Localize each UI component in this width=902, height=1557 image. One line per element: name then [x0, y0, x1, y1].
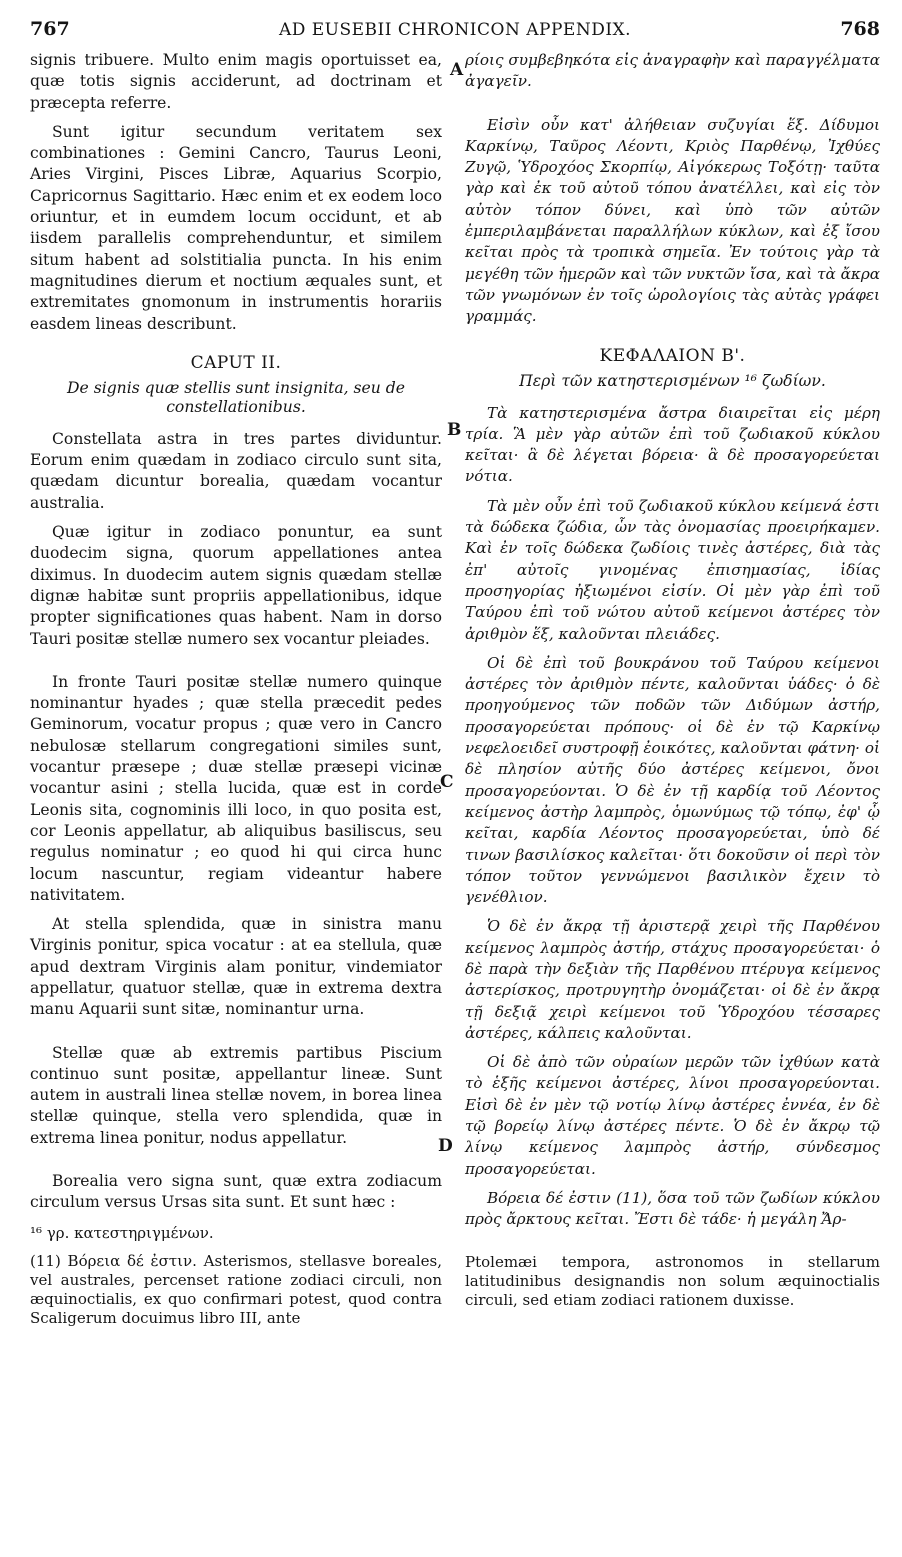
chapter-subheading-latin: De signis quæ stellis sunt insignita, seu de constellationibus.: [67, 378, 405, 416]
running-header: [30, 18, 880, 46]
commentary-note-left: (11) Βόρεια δέ ἐστιν. Asterismos, stellasve boreales, vel australes, percenset ratione zodiaci circuli, non æquinoctialis, ex quo confirmari potest, quod contra Scaligerum docuimus libro III, ante: [30, 1251, 442, 1327]
greek-paragraph: Εἰσὶν οὖν κατ' ἀλήθειαν συζυγίαι ἕξ. Δίδυμοι Καρκίνῳ, Ταῦρος Λέοντι, Κριὸς Παρθένῳ, Ἰχθύες Ζυγῷ, Ὑδροχόος Σκορπίῳ, Αἰγόκερως Τοξότῃ· ταῦτα γὰρ καὶ ἐκ τοῦ αὐτοῦ τόπου ἀνατέλλει, καὶ εἰς τὸν αὐτὸν τόπον δύνει, καὶ ὑπὸ τῶν αὐτῶν ἐμπεριλαμβάνεται παραλλήλων κύκλων, καὶ ἐξ ἴσου κεῖται πρὸς τὰ τροπικὰ σημεῖα. Ἐν τούτοις γὰρ τὰ μεγέθη τῶν ἡμερῶν καὶ τῶν νυκτῶν ἴσα, καὶ τὰ ἄκρα τῶν γνωμόνων ἐν τοῖς ὡρολογίοις τὰς αὐτὰς γράφει γραμμάς.: [465, 115, 880, 326]
margin-marker-d: D: [438, 1136, 453, 1156]
latin-paragraph: Stellæ quæ ab extremis partibus Piscium continuo sunt positæ, appellantur lineæ. Sunt autem in australi linea stellæ novem, in borea linea stellæ quinque, stella vero splendida, quæ in extrema linea ponitur, nodus appellatur.: [30, 1043, 442, 1147]
chapter-heading-greek: ΚΕΦΑΛΑΙΟΝ Β'.: [599, 345, 746, 366]
latin-paragraph: In fronte Tauri positæ stellæ numero quinque nominantur hyades ; quæ stella præcedit pedes Geminorum, vocatur propus ; quæ vero in Cancro nebulosæ stellarum congregationi similes sunt, vocantur præsepe ; duæ stellæ præsepi vicinæ vocantur asini ; stella lucida, quæ est in corde Leonis sita, cognominis illi loco, in quo posita est, cor Leonis appellatur, ab aliquibus basiliscus, seu regulus nominatur ; eo quod hi qui circa hunc locum nascuntur, regiam videantur habere nativitatem.: [30, 672, 442, 904]
running-title: AD EUSEBII CHRONICON APPENDIX.: [278, 20, 632, 40]
commentary-note-right: Ptolemæi tempora, astronomos in stellarum latitudinibus designandis non solum æquinoctialis circuli, sed etiam zodiaci rationem duxisse.: [465, 1252, 880, 1309]
greek-paragraph: Τὰ κατηστερισμένα ἄστρα διαιρεῖται εἰς μέρη τρία. Ἃ μὲν γὰρ αὐτῶν ἐπὶ τοῦ ζωδιακοῦ κύκλου κεῖται· ἃ δὲ λέγεται βόρεια· ἃ δὲ προσαγορεύεται νότια.: [465, 403, 880, 486]
margin-marker-a: A: [450, 60, 464, 80]
chapter-subheading-greek: Περὶ τῶν κατηστερισμένων ¹⁶ ζωδίων.: [519, 371, 826, 390]
latin-paragraph: At stella splendida, quæ in sinistra manu Virginis ponitur, spica vocatur : at ea stellula, quæ apud dextram Virginis alam ponitur, vindemiator appellatur, quatuor stellæ, quæ in extrema dextra manu Aquarii sunt sitæ, nominantur urna.: [30, 915, 442, 1019]
greek-paragraph: Οἱ δὲ ἐπὶ τοῦ βουκράνου τοῦ Ταύρου κείμενοι ἀστέρες τὸν ἀριθμὸν πέντε, καλοῦνται ὑάδες· ὁ δὲ προηγούμενος τῶν ποδῶν τῶν Διδύμων ἀστήρ, προσαγορεύεται πρόπους· οἱ δὲ ἐν τῷ Καρκίνῳ νεφελοειδεῖ συστροφῇ ἐοικότες, καλοῦνται φάτνη· οἱ δὲ πλησίον αὐτῆς δύο ἀστέρες κείμενοι, ὄνοι προσαγορεύονται. Ὁ δὲ ἐν τῇ καρδίᾳ τοῦ Λέοντος κείμενος ἀστὴρ λαμπρὸς, ὁμωνύμως τῷ τόπῳ, ἐφ' ᾧ κεῖται, καρδία Λέοντος προσαγορεύεται, ὑπὸ δέ τινων βασιλίσκος καλεῖται· ὅτι δοκοῦσιν οἱ περὶ τὸν τόπον τοῦτον γεννώμενοι βασιλικὸν ἔχειν τὸ γενέθλιον.: [465, 653, 880, 907]
latin-paragraph: Borealia vero signa sunt, quæ extra zodiacum circulum versus Ursas sita sunt. Et sunt hæc :: [30, 1172, 442, 1212]
greek-paragraph: Βόρεια δέ ἐστιν (11), ὅσα τοῦ τῶν ζωδίων κύκλου πρὸς ἄρκτους κεῖται. Ἔστι δὲ τάδε· ἡ μεγάλη Ἄρ-: [465, 1188, 880, 1229]
latin-paragraph: signis tribuere. Multo enim magis oportuisset ea, quæ totis signis acciderunt, ad doctrinam et præcepta referre.: [30, 51, 442, 112]
footnote: ¹⁶ γρ. κατεστηριγμένων.: [30, 1223, 214, 1242]
greek-paragraph: Ὁ δὲ ἐν ἄκρᾳ τῇ ἀριστερᾷ χειρὶ τῆς Παρθένου κείμενος λαμπρὸς ἀστήρ, στάχυς προσαγορεύεται· ὁ δὲ παρὰ τὴν δεξιὰν τῆς Παρθένου πτέρυγα κείμενος ἀστερίσκος, προτρυγητὴρ ὀνομάζεται· οἱ δὲ ἐν ἄκρᾳ τῇ δεξιᾷ χειρὶ κείμενοι τοῦ Ὑδροχόου τέσσαρες ἀστέρες, κάλπεις καλοῦνται.: [465, 917, 880, 1042]
latin-paragraph: Quæ igitur in zodiaco ponuntur, ea sunt duodecim signa, quorum appellationes antea diximus. In duodecim autem signis quædam stellæ dignæ habitæ sunt propriis appellationibus, idque propter significationes quas habent. Nam in dorso Tauri positæ stellæ numero sex vocantur pleiades.: [30, 523, 442, 648]
latin-paragraph: Constellata astra in tres partes dividuntur. Eorum enim quædam in zodiaco circulo sunt sita, quædam dicuntur borealia, quædam vocantur australia.: [30, 429, 442, 512]
margin-marker-b: B: [447, 420, 462, 440]
page-number-right: 768: [840, 18, 880, 40]
page-number-left: 767: [30, 18, 70, 40]
greek-paragraph: Τὰ μὲν οὖν ἐπὶ τοῦ ζωδιακοῦ κύκλου κείμενά ἐστι τὰ δώδεκα ζώδια, ὧν τὰς ὀνομασίας προειρήκαμεν. Καὶ ἐν τοῖς δώδεκα ζωδίοις τινὲς ἀστέρες, διὰ τὰς ἐπ' αὐτοῖς γινομένας ἐπισημασίας, ἰδίας προσηγορίας ἠξιωμένοι εἰσίν. Οἱ μὲν γὰρ ἐπὶ τοῦ Ταύρου ἐπὶ τοῦ νώτου αὐτοῦ κείμενοι ἀστέρες τὸν ἀριθμὸν ἕξ, καλοῦνται πλειάδες.: [465, 496, 880, 643]
greek-column: [465, 50, 880, 1310]
margin-marker-c: C: [440, 772, 454, 792]
latin-paragraph: Sunt igitur secundum veritatem sex combinationes : Gemini Cancro, Taurus Leoni, Aries Virgini, Pisces Libræ, Aquarius Scorpio, Capricornus Sagittario. Hæc enim et ex eodem loco oriuntur, et in eumdem locum occidunt, et ab iisdem parallelis comprehenduntur, et similem situm habent ad solstitialia puncta. In his enim magnitudines dierum et noctium æquales sunt, et extremitates gnomonum in instrumentis horariis easdem lineas describunt.: [30, 122, 442, 333]
chapter-heading-latin: CAPUT II.: [190, 352, 282, 373]
greek-paragraph: ρίοις συμβεβηκότα εἰς ἀναγραφὴν καὶ παραγγέλματα ἀγαγεῖν.: [465, 51, 880, 91]
latin-column: [30, 50, 442, 1328]
greek-paragraph: Οἱ δὲ ἀπὸ τῶν οὐραίων μερῶν τῶν ἰχθύων κατὰ τὸ ἑξῆς κείμενοι ἀστέρες, λίνοι προσαγορεύονται. Εἰσὶ δὲ ἐν μὲν τῷ νοτίῳ λίνῳ ἀστέρες ἐννέα, ἐν δὲ τῷ βορείῳ λίνῳ ἀστέρες πέντε. Ὁ δὲ ἐν ἄκρῳ τῷ λίνῳ κείμενος λαμπρὸς ἀστήρ, σύνδεσμος προσαγορεύεται.: [465, 1053, 880, 1178]
